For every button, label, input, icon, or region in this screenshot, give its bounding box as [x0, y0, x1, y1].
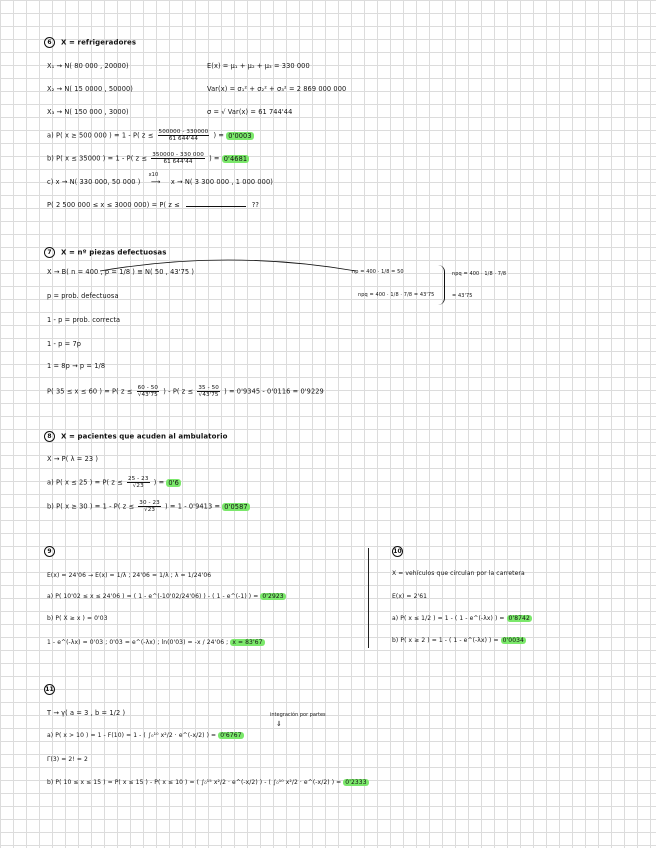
column-divider: [368, 548, 369, 648]
sec8-number: 8: [44, 431, 55, 442]
sec9-c-left: 1 - e^(-λx) = 0'03 ; 0'03 = e^(-λx) ; ln(0'03) = -x / 24'06 ;: [47, 639, 229, 646]
sec6-d-text: P( 2 500 000 ≤ x ≤ 3000 000) = P( z ≤: [47, 201, 180, 209]
sec10-a-result: 0'8742: [508, 615, 530, 622]
sec7-r3: npq = 400 · 1/8 · 7/8: [452, 271, 507, 277]
sec6-a-den: 61 644'44: [168, 136, 198, 142]
sec7-last: [47, 385, 324, 398]
sec7-eq2: 1 = 8p → p = 1/8: [47, 362, 106, 370]
sec6-a-fraction: [158, 129, 210, 142]
sec6-c-text: c) x → N( 330 000, 50 000 ): [47, 178, 141, 186]
sec10-title-text: X = vehículos que circulan por la carretera: [392, 570, 525, 577]
sec6-a-left: a) P( x ≥ 500 000 ) = 1 - P( z ≤: [47, 131, 154, 140]
sec7-frac1-num: 60 - 50: [137, 385, 159, 391]
sec9-l1: E(x) = 24'06 → E(x) = 1/λ ; 24'06 = 1/λ ; λ = 1/24'06: [47, 572, 212, 579]
sec9-a-left: a) P( 10'02 ≤ x ≤ 24'06 ) = ( 1 - e^(-10'02/24'06) ) - ( 1 - e^(-1) ) =: [47, 593, 259, 600]
sec6-x3: X₃ → N( 150 000 , 3000): [47, 108, 129, 116]
sec6-a-num: 500000 - 330000: [158, 129, 209, 135]
sec8-b-mid: ) = 1 - 0'9413 =: [165, 502, 221, 511]
sec8-b-fraction: [138, 500, 161, 513]
sec6-x2: X₂ → N( 15 0000 , 50000): [47, 85, 133, 93]
sec11-l1: T → γ( a = 3 , b = 1/2 ): [47, 709, 126, 717]
sec6-d-blank: [186, 206, 246, 207]
sec8-title-text: X = pacientes que acuden al ambulatorio: [61, 432, 228, 441]
sec6-a-eq: ) =: [213, 131, 225, 140]
sec9-c: [47, 638, 265, 647]
sec8-a-num: 25 - 23: [127, 476, 149, 482]
sec10-l1: E(x) = 2'61: [392, 593, 428, 600]
sec8-b-result: 0'0587: [224, 502, 248, 511]
sec11-a-left: a) P( x > 10 ) = 1 - F(10) = 1 - ( ∫₀¹⁰ x²/2 · e^(-x/2) ) =: [47, 732, 217, 739]
sec8-b: [47, 500, 250, 513]
sec6-a-result: 0'0003: [228, 131, 252, 140]
sec7-frac1-den: √43'75: [137, 392, 158, 398]
sec6-title: [44, 37, 136, 48]
sec7-last-b: ) - P( z ≤: [163, 387, 194, 396]
sec6-number: 6: [44, 37, 55, 48]
sec6-d: [47, 201, 259, 210]
sec11-title: [44, 684, 61, 695]
sec8-a-den: √23: [132, 483, 144, 489]
sec8-b-num: 30 - 23: [139, 500, 160, 506]
sec7-r2: npq = 400 · 1/8 · 7/8 = 43'75: [358, 292, 435, 298]
sec11-b-left: b) P( 10 ≤ x ≤ 15 ) = P( x ≤ 15 ) - P( x ≤ 10 ) = ( ∫₀¹⁵ x²/2 · e^(-x/2) ) - ( ∫₀¹⁰ x²/2 · e^(-x/2) ) =: [47, 779, 342, 786]
sec7-frac2-num: 35 - 50: [198, 385, 219, 391]
sec6-x1: X₁ → N( 80 000 , 20000): [47, 62, 129, 70]
sec7-l1: X → B( n = 400 , p = 1/8 ) ≅ N( 50 , 43'75 ): [47, 268, 195, 276]
sec6-b-num: 350000 - 330 000: [152, 152, 204, 158]
sec6-b-fraction: [151, 152, 205, 165]
sec7-number: 7: [44, 247, 55, 258]
sec8-l1: X → P( λ = 23 ): [47, 455, 99, 463]
sec7-p-def: p = prob. defectuosa: [47, 292, 119, 300]
sec11-note-arrow: ⇓: [276, 720, 282, 728]
sec7-last-c: ) = 0'9345 - 0'0116 = 0'9229: [224, 387, 324, 396]
sec10-b: [392, 636, 526, 645]
sec10-b-left: b) P( x ≥ 2 ) = 1 - ( 1 - e^(-λx) ) =: [392, 637, 499, 644]
sec6-sigma: σ = √ Var(x) = 61 744'44: [207, 108, 293, 116]
sec7-title-text: X = nº piezas defectuosas: [61, 248, 167, 257]
sec7-eq1: 1 - p = 7p: [47, 340, 82, 348]
sec6-c-arrow: x10 ⟶: [148, 172, 161, 186]
sec9-title: [44, 546, 61, 557]
sec7-frac1: [137, 385, 160, 398]
sec10-b-result: 0'0034: [502, 637, 524, 644]
sec6-b-result: 0'4681: [223, 154, 248, 163]
sec10-a: [392, 614, 532, 623]
sec9-a-result: 0'2923: [262, 593, 284, 600]
sec11-number: 11: [45, 686, 54, 693]
sec6-c-arrow-label: x10: [148, 172, 159, 178]
sec7-r4: = 43'75: [452, 293, 473, 299]
sec7-frac2-den: √43'75: [198, 392, 219, 398]
sec9-number: 9: [44, 546, 55, 557]
sec11-a-result: 0'6767: [220, 732, 242, 739]
sec11-b-result: 0'2333: [345, 779, 367, 786]
sec6-b-eq: ) =: [209, 154, 220, 163]
sec11-gamma: Γ(3) = 2! = 2: [47, 756, 88, 763]
sec6-c: [47, 172, 273, 187]
sec6-b-left: b) P( x ≤ 35000 ) = 1 - P( z ≤: [47, 154, 147, 163]
sec6-ex: E(x) = μ₁ + μ₂ + μ₃ = 330 000: [207, 62, 310, 70]
sec8-a-mid: ) =: [153, 478, 165, 487]
sec6-title-text: X = refrigeradores: [61, 38, 137, 47]
sec6-c-result: x → N( 3 300 000 , 1 000 000): [170, 178, 273, 186]
sec8-a: [47, 476, 181, 489]
sec6-d-question: ??: [251, 201, 259, 209]
sec8-a-left: a) P( x ≤ 25 ) = P( z ≤: [47, 478, 123, 487]
sec6-var: Var(x) = σ₁² + σ₂² + σ₃² = 2 869 000 000: [207, 85, 347, 93]
sec7-last-a: P( 35 ≤ x ≤ 60 ) = P( z ≤: [47, 387, 133, 396]
sec7-brace: [438, 265, 445, 305]
sec6-b-den: 61 644'44: [163, 159, 193, 165]
sec6-b: [47, 152, 249, 165]
sec10-a-left: a) P( x ≤ 1/2 ) = 1 - ( 1 - e^(-λx) ) =: [392, 615, 505, 622]
sec9-c-result: x = 83'67: [232, 639, 263, 646]
sec7-q-def: 1 - p = prob. correcta: [47, 316, 121, 324]
sec11-a: [47, 731, 244, 740]
sec6-a: [47, 129, 254, 142]
sec8-a-result: 0'6: [168, 478, 179, 487]
sec8-title: [44, 431, 227, 442]
sec9-a: [47, 592, 286, 601]
sec10-title: [392, 546, 409, 557]
sec11-note: integración por partes: [270, 712, 326, 718]
sec8-a-fraction: [127, 476, 150, 489]
sec7-r1: np = 400 · 1/8 = 50: [352, 269, 404, 275]
sec10-number: 10: [393, 548, 402, 555]
sec11-b: [47, 778, 369, 787]
sec9-b: b) P( X ≥ x ) = 0'03: [47, 615, 108, 622]
sec7-frac2: [197, 385, 220, 398]
sec8-b-left: b) P( x ≥ 30 ) = 1 - P( z ≤: [47, 502, 135, 511]
sec8-b-den: √23: [144, 507, 156, 513]
